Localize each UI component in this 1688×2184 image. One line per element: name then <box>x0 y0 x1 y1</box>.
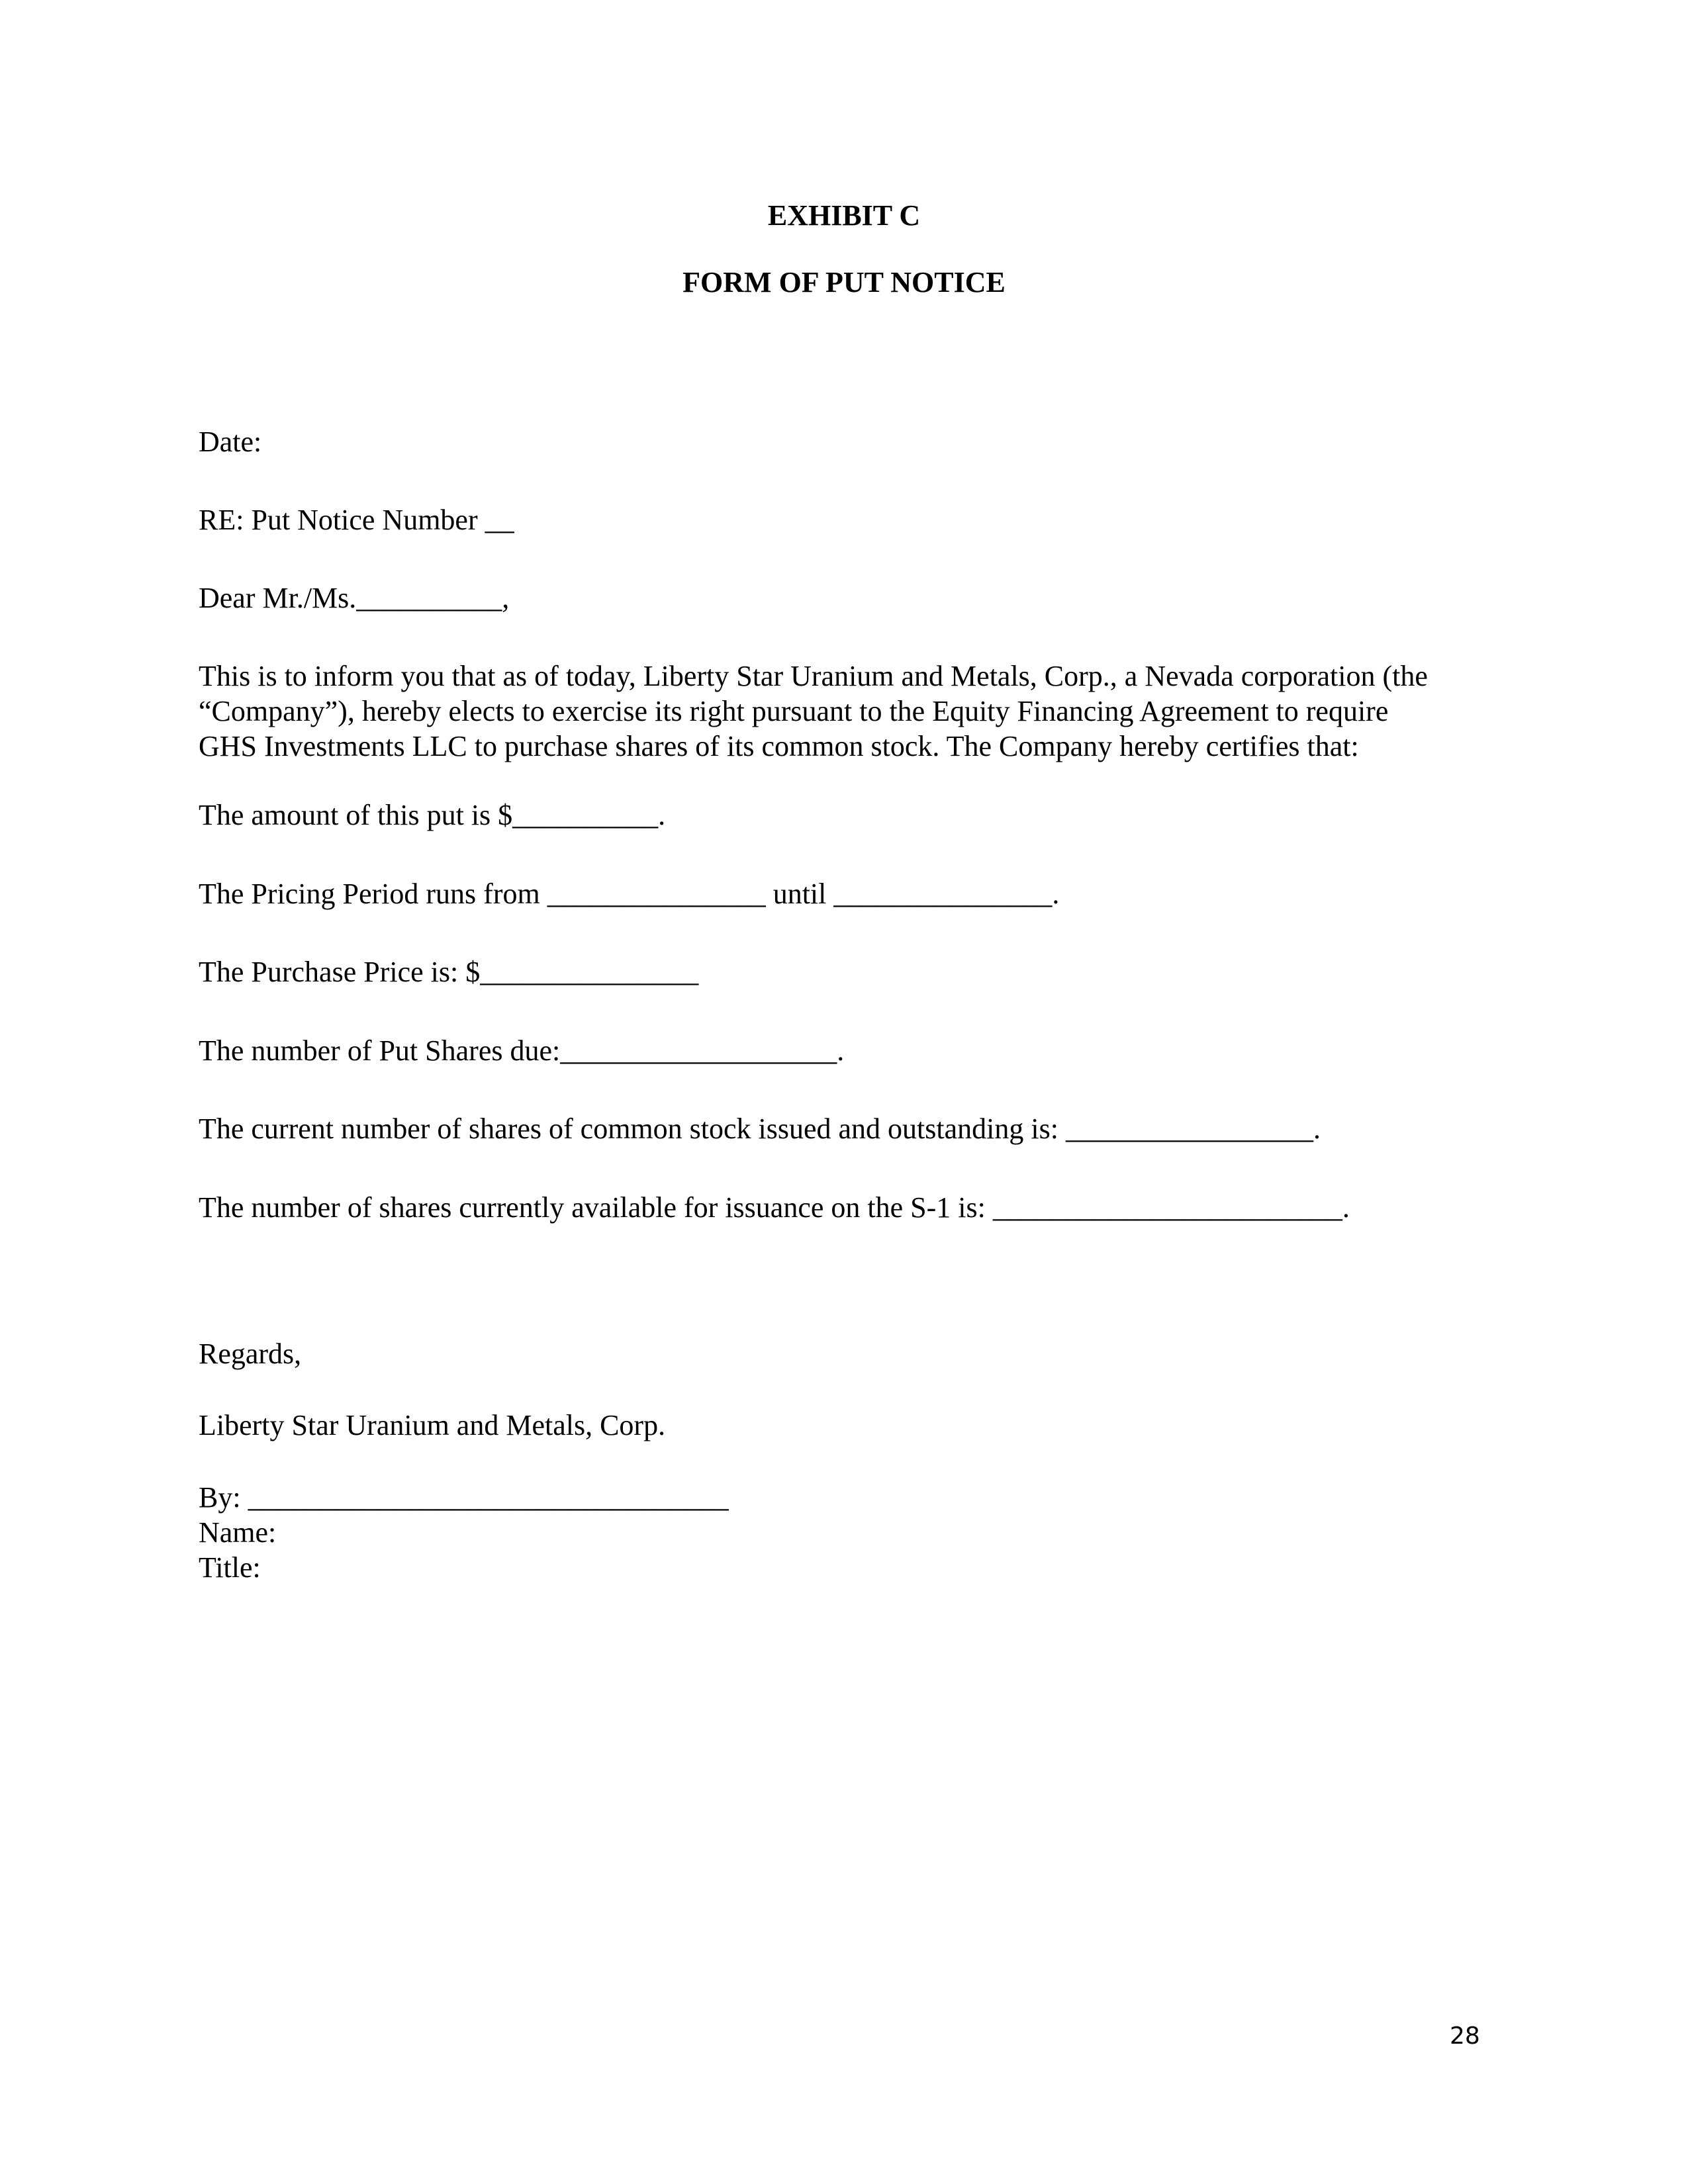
signature-name-label: Name: <box>199 1516 277 1549</box>
company-signature-name: Liberty Star Uranium and Metals, Corp. <box>199 1409 666 1441</box>
exhibit-title: EXHIBIT C <box>767 199 921 232</box>
intro-paragraph <box>199 659 1489 764</box>
intro-line: This is to inform you that as of today, Liberty Star Uranium and Metals, Corp., a Nevada corporation (the <box>199 660 1428 692</box>
form-title: FORM OF PUT NOTICE <box>682 266 1006 298</box>
page-number: 28 <box>1450 2023 1480 2050</box>
put-shares-due-line: The number of Put Shares due:___________________. <box>199 1034 845 1067</box>
intro-line: GHS Investments LLC to purchase shares of its common stock. The Company hereby certifies that: <box>199 730 1359 762</box>
regards-line: Regards, <box>199 1338 302 1370</box>
purchase-price-line: The Purchase Price is: $_______________ <box>199 956 699 988</box>
re-line: RE: Put Notice Number __ <box>199 504 514 536</box>
shares-outstanding-line: The current number of shares of common stock issued and outstanding is: _________________. <box>199 1113 1321 1145</box>
shares-available-line: The number of shares currently available for issuance on the S-1 is: ________________________. <box>199 1191 1350 1224</box>
signature-title-label: Title: <box>199 1551 261 1584</box>
pricing-period-line: The Pricing Period runs from _______________ until _______________. <box>199 878 1060 910</box>
salutation: Dear Mr./Ms.__________, <box>199 582 510 614</box>
date-label: Date: <box>199 426 262 458</box>
put-amount-line: The amount of this put is $__________. <box>199 799 666 831</box>
intro-line: “Company”), hereby elects to exercise its right pursuant to the Equity Financing Agreement to require <box>199 695 1389 727</box>
signature-by-line: By: _________________________________ <box>199 1481 729 1514</box>
